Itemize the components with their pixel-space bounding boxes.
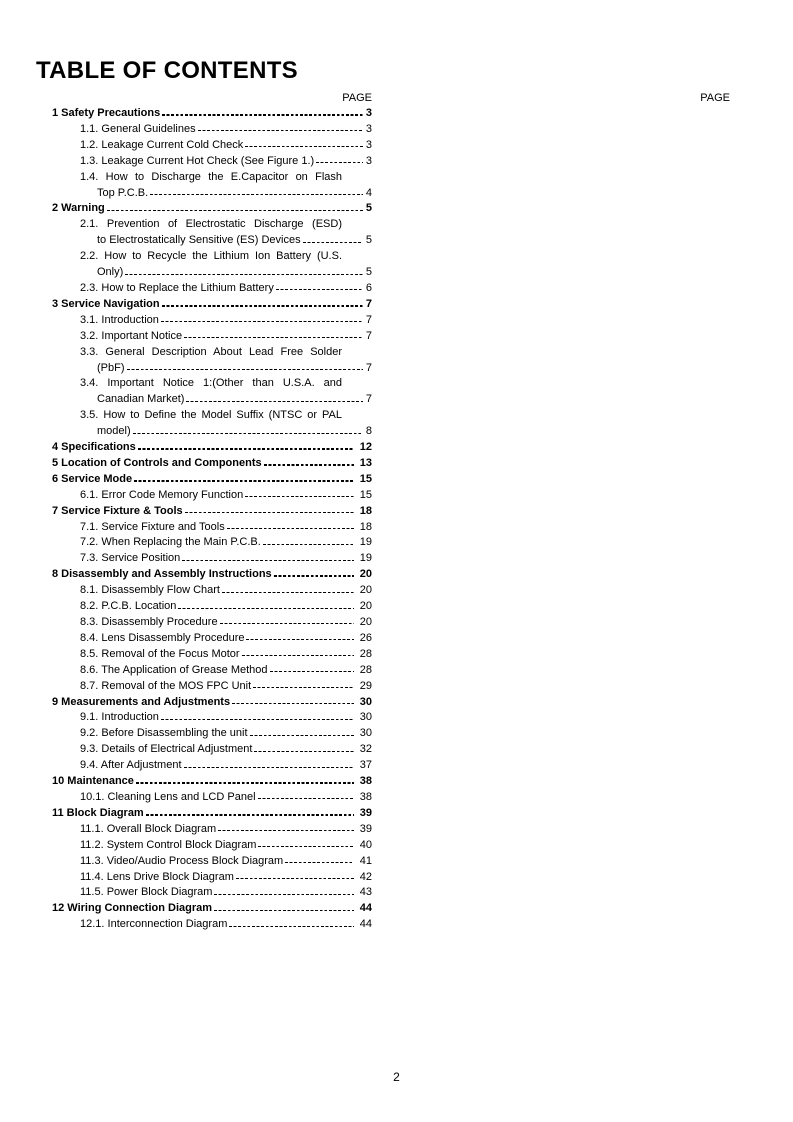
toc-entry-text: 10 Maintenance [52,775,134,788]
toc-entry-lastline [80,535,372,551]
toc-entry-lastline [52,695,372,711]
toc-entry-lastline [52,472,372,488]
toc-entry-text: 8.1. Disassembly Flow Chart [80,584,220,597]
dotted-leader-line [150,194,363,195]
dotted-leader-line [134,480,354,482]
toc-entry-text: 8.3. Disassembly Procedure [80,616,218,628]
dotted-leader-line [254,751,353,752]
toc-entry-text: 6 Service Mode [52,472,133,485]
dotted-leader-line [253,687,354,688]
toc-entry-text: 9.2. Before Disassembling the unit [80,727,248,740]
page-column-header-right: PAGE [700,92,730,104]
toc-entry-text: 1 Safety Precautions [52,107,161,119]
toc-entry-text: 11.1. Overall Block Diagram [80,822,217,835]
toc-list [52,106,372,933]
dotted-leader-line [162,114,363,116]
toc-entry-lastline [80,679,372,695]
toc-entry-text: Only) [97,266,124,279]
toc-entry [80,615,372,631]
toc-entry [80,870,372,886]
toc-entry [80,122,372,138]
toc-entry [80,154,372,170]
toc-page-number: 18 [359,504,372,517]
toc-page-number: 43 [359,886,372,899]
toc-entry-lastline [97,361,372,377]
toc-page-number: 7 [365,297,372,310]
toc-entry-text: 9.4. After Adjustment [80,759,182,772]
dotted-leader-line [242,655,354,656]
toc-entry-text: 7.2. When Replacing the Main P.C.B. [80,536,261,549]
toc-entry-text: 3.2. Important Notice [80,329,183,342]
toc-entry [80,663,372,679]
dotted-leader-line [229,926,353,927]
toc-entry-lastline [52,567,372,583]
toc-entry [80,885,372,901]
toc-entry-lastline [80,631,372,647]
dotted-leader-line [182,560,353,561]
toc-entry-text: 8.6. The Application of Grease Method [80,663,268,676]
dotted-leader-line [236,878,354,879]
toc-page-number: 19 [359,552,372,565]
toc-entry [52,806,372,822]
toc-entry-text: 1.4. How to Discharge the E.Capacitor on Flash [80,170,342,183]
toc-entry-lastline [80,854,372,870]
toc-page-number: 4 [365,186,372,199]
toc-entry [80,599,372,615]
toc-entry [80,822,372,838]
toc-entry-lastline [80,313,372,329]
toc-entry-text: 11.5. Power Block Diagram [80,886,213,899]
toc-entry-text: 2.3. How to Replace the Lithium Battery [80,281,274,294]
toc-page-number: 38 [359,775,372,788]
toc-page-number: 37 [359,759,372,772]
toc-entry [80,679,372,695]
toc-entry-lastline [52,106,372,122]
toc-page-number: 12 [359,441,372,454]
toc-page-number: 32 [359,743,372,756]
toc-entry-text: 4 Specifications [52,441,136,454]
toc-page-number: 15 [359,488,372,501]
toc-entry-lastline [80,885,372,901]
toc-page-number: 44 [359,902,372,915]
toc-page-number: 28 [359,663,372,676]
dotted-leader-line [218,830,354,831]
toc-entry-text: 2 Warning [52,202,105,215]
toc-page-number: 20 [359,568,372,581]
toc-entry-text: 9.1. Introduction [80,711,159,724]
toc-entry-text: 2.1. Prevention of Electrostatic Discharge (ESD) [80,218,342,231]
dotted-leader-line [246,639,353,640]
toc-page-number: 6 [365,281,372,294]
toc-page-number: 39 [359,806,372,819]
toc-entry-text: 9 Measurements and Adjustments [52,695,231,708]
toc-entry-lastline [80,663,372,679]
toc-page-number: 20 [359,600,372,613]
dotted-leader-line [161,321,363,322]
dotted-leader-line [185,512,354,514]
toc-entry [52,504,372,520]
dotted-leader-line [222,592,354,593]
toc-entry-lastline [52,201,372,217]
toc-page-number: 39 [359,822,372,835]
dotted-leader-line [178,608,353,609]
toc-entry [80,710,372,726]
toc-entry-lastline [52,504,372,520]
toc-entry-lastline [80,615,372,631]
toc-entry [80,170,372,202]
toc-entry [52,440,372,456]
toc-entry [80,551,372,567]
toc-entry-text: 12.1. Interconnection Diagram [80,918,228,931]
toc-page-number: 26 [359,631,372,644]
dotted-leader-line [245,496,354,497]
toc-page-number: 15 [359,472,372,485]
toc-page-number: 30 [359,711,372,724]
toc-page-number: 44 [359,918,372,931]
toc-entry-text: 7 Service Fixture & Tools [52,504,183,517]
dotted-leader-line [258,798,354,799]
toc-entry-text: 8.5. Removal of the Focus Motor [80,647,240,660]
toc-entry-text: 2.2. How to Recycle the Lithium Ion Battery (U.S. [80,250,342,263]
toc-entry-lastline [80,917,372,933]
toc-entry [80,583,372,599]
toc-page-number: 5 [365,202,372,215]
dotted-leader-line [316,162,363,163]
toc-entry [80,790,372,806]
toc-entry [80,631,372,647]
toc-entry [80,313,372,329]
toc-page-number: 38 [359,790,372,803]
toc-entry-text: 1.3. Leakage Current Hot Check (See Figure 1.) [80,154,315,167]
toc-entry-text: Canadian Market) [97,393,185,406]
toc-entry-text: 7.3. Service Position [80,552,181,565]
toc-page-number: 5 [365,266,372,279]
dotted-leader-line [162,305,363,307]
toc-entry-lastline [80,870,372,886]
dotted-leader-line [198,130,363,131]
toc-page-number: 7 [365,313,372,326]
toc-entry-lastline [80,583,372,599]
toc-entry-lastline [80,710,372,726]
toc-entry-text: 9.3. Details of Electrical Adjustment [80,743,253,756]
toc-entry-text: 8.2. P.C.B. Location [80,600,177,613]
dotted-leader-line [214,910,354,912]
toc-entry-text: 3.1. Introduction [80,313,159,326]
toc-page-number: 28 [359,647,372,660]
toc-entry [80,408,372,440]
dotted-leader-line [133,433,363,434]
toc-entry-lastline [80,488,372,504]
toc-entry [80,854,372,870]
toc-entry-text: 3 Service Navigation [52,297,160,310]
toc-entry-lastline [97,392,372,408]
toc-page-number: 3 [365,122,372,135]
dotted-leader-line [146,814,354,816]
dotted-leader-line [285,862,354,863]
toc-entry-text: 11.3. Video/Audio Process Block Diagram [80,854,284,867]
toc-entry-lastline [52,901,372,917]
toc-entry-lastline [97,424,372,440]
toc-entry-lastline [52,806,372,822]
page-column-header-left: PAGE [342,92,372,104]
toc-entry [80,281,372,297]
toc-entry-lastline [80,599,372,615]
toc-entry [80,917,372,933]
toc-entry [80,488,372,504]
toc-page-number: 18 [359,520,372,533]
toc-entry-text: 11.4. Lens Drive Block Diagram [80,870,234,883]
toc-entry [80,726,372,742]
toc-page-number: 13 [359,456,372,469]
toc-entry-lastline [52,456,372,472]
toc-entry-text: 8.4. Lens Disassembly Procedure [80,631,245,644]
toc-entry-lastline [80,551,372,567]
toc-page-number: 30 [359,695,372,708]
dotted-leader-line [303,242,363,243]
toc-entry [52,901,372,917]
toc-page-number: 7 [365,393,372,406]
toc-entry-text: model) [97,425,131,438]
toc-entry [52,567,372,583]
toc-entry [52,106,372,122]
dotted-leader-line [264,464,354,466]
toc-entry-text: (PbF) [97,361,125,374]
toc-entry-lastline [80,281,372,297]
toc-entry-lastline [80,758,372,774]
dotted-leader-line [107,210,363,212]
dotted-leader-line [232,703,354,705]
toc-page-number: 3 [365,154,372,167]
toc-entry-lastline [80,138,372,154]
toc-entry [52,456,372,472]
dotted-leader-line [263,544,354,545]
toc-entry-lastline [80,329,372,345]
toc-entry-text: 8 Disassembly and Assembly Instructions [52,568,272,581]
toc-entry [80,535,372,551]
toc-entry-text: 10.1. Cleaning Lens and LCD Panel [80,790,256,803]
toc-entry-lastline [80,838,372,854]
dotted-leader-line [138,448,354,450]
toc-page-number: 3 [365,138,372,151]
toc-entry-text: 1.1. General Guidelines [80,122,196,135]
toc-page-number: 40 [359,838,372,851]
toc-entry-text: 1.2. Leakage Current Cold Check [80,138,244,151]
dotted-leader-line [220,623,354,624]
toc-entry-text: 6.1. Error Code Memory Function [80,488,244,501]
toc-entry-lastline [80,520,372,536]
dotted-leader-line [161,719,354,720]
toc-entry-text: to Electrostatically Sensitive (ES) Devices [97,234,301,247]
dotted-leader-line [250,735,354,736]
toc-entry-lastline [52,440,372,456]
toc-page-number: 5 [365,234,372,247]
dotted-leader-line [276,289,363,290]
toc-entry [52,201,372,217]
toc-entry [80,249,372,281]
toc-entry-text: Top P.C.B. [97,186,149,199]
dotted-leader-line [136,782,354,784]
toc-entry [52,774,372,790]
dotted-leader-line [186,401,362,402]
toc-title: TABLE OF CONTENTS [36,57,298,84]
toc-entry-lastline [80,790,372,806]
dotted-leader-line [125,274,363,275]
toc-entry-text: 3.3. General Description About Lead Free Solder [80,345,342,358]
toc-entry-lastline [52,774,372,790]
toc-page-number: 8 [365,425,372,438]
toc-page-number: 41 [359,854,372,867]
toc-entry [52,297,372,313]
toc-page-number: 29 [359,679,372,692]
dotted-leader-line [184,767,354,768]
toc-entry-lastline [97,186,372,202]
dotted-leader-line [127,369,363,370]
toc-entry-text: 12 Wiring Connection Diagram [52,902,213,915]
toc-entry [80,838,372,854]
page-number-footer: 2 [393,1070,400,1084]
toc-page-number: 3 [365,107,372,119]
toc-entry [80,138,372,154]
dotted-leader-line [245,146,363,147]
toc-entry-text: 7.1. Service Fixture and Tools [80,520,225,533]
dotted-leader-line [258,846,353,847]
toc-entry [80,647,372,663]
dotted-leader-line [227,528,354,529]
dotted-leader-line [270,671,354,672]
toc-entry [52,472,372,488]
dotted-leader-line [184,337,363,338]
toc-entry-lastline [97,265,372,281]
toc-entry [80,345,372,377]
toc-entry-text: 3.4. Important Notice 1:(Other than U.S.A. and [80,377,342,390]
toc-entry-text: 11 Block Diagram [52,806,144,819]
toc-entry-lastline [97,233,372,249]
toc-page-number: 20 [359,584,372,597]
toc-page-number: 20 [359,616,372,628]
toc-entry [80,329,372,345]
toc-entry [80,217,372,249]
toc-page-number: 7 [365,329,372,342]
toc-entry [80,376,372,408]
toc-entry-lastline [80,742,372,758]
toc-page-number: 30 [359,727,372,740]
toc-entry [52,695,372,711]
dotted-leader-line [274,575,354,577]
toc-entry-lastline [80,154,372,170]
toc-entry-lastline [80,822,372,838]
toc-page-number: 19 [359,536,372,549]
toc-entry-lastline [80,726,372,742]
toc-entry-lastline [80,122,372,138]
toc-entry [80,520,372,536]
toc-page-number: 7 [365,361,372,374]
toc-entry [80,742,372,758]
toc-entry-text: 5 Location of Controls and Components [52,456,262,469]
toc-entry-text: 3.5. How to Define the Model Suffix (NTSC or PAL [80,409,342,422]
toc-page-number: 42 [359,870,372,883]
toc-entry [80,758,372,774]
dotted-leader-line [214,894,353,895]
toc-entry-lastline [80,647,372,663]
toc-entry-text: 11.2. System Control Block Diagram [80,838,257,851]
toc-entry-lastline [52,297,372,313]
toc-entry-text: 8.7. Removal of the MOS FPC Unit [80,679,252,692]
